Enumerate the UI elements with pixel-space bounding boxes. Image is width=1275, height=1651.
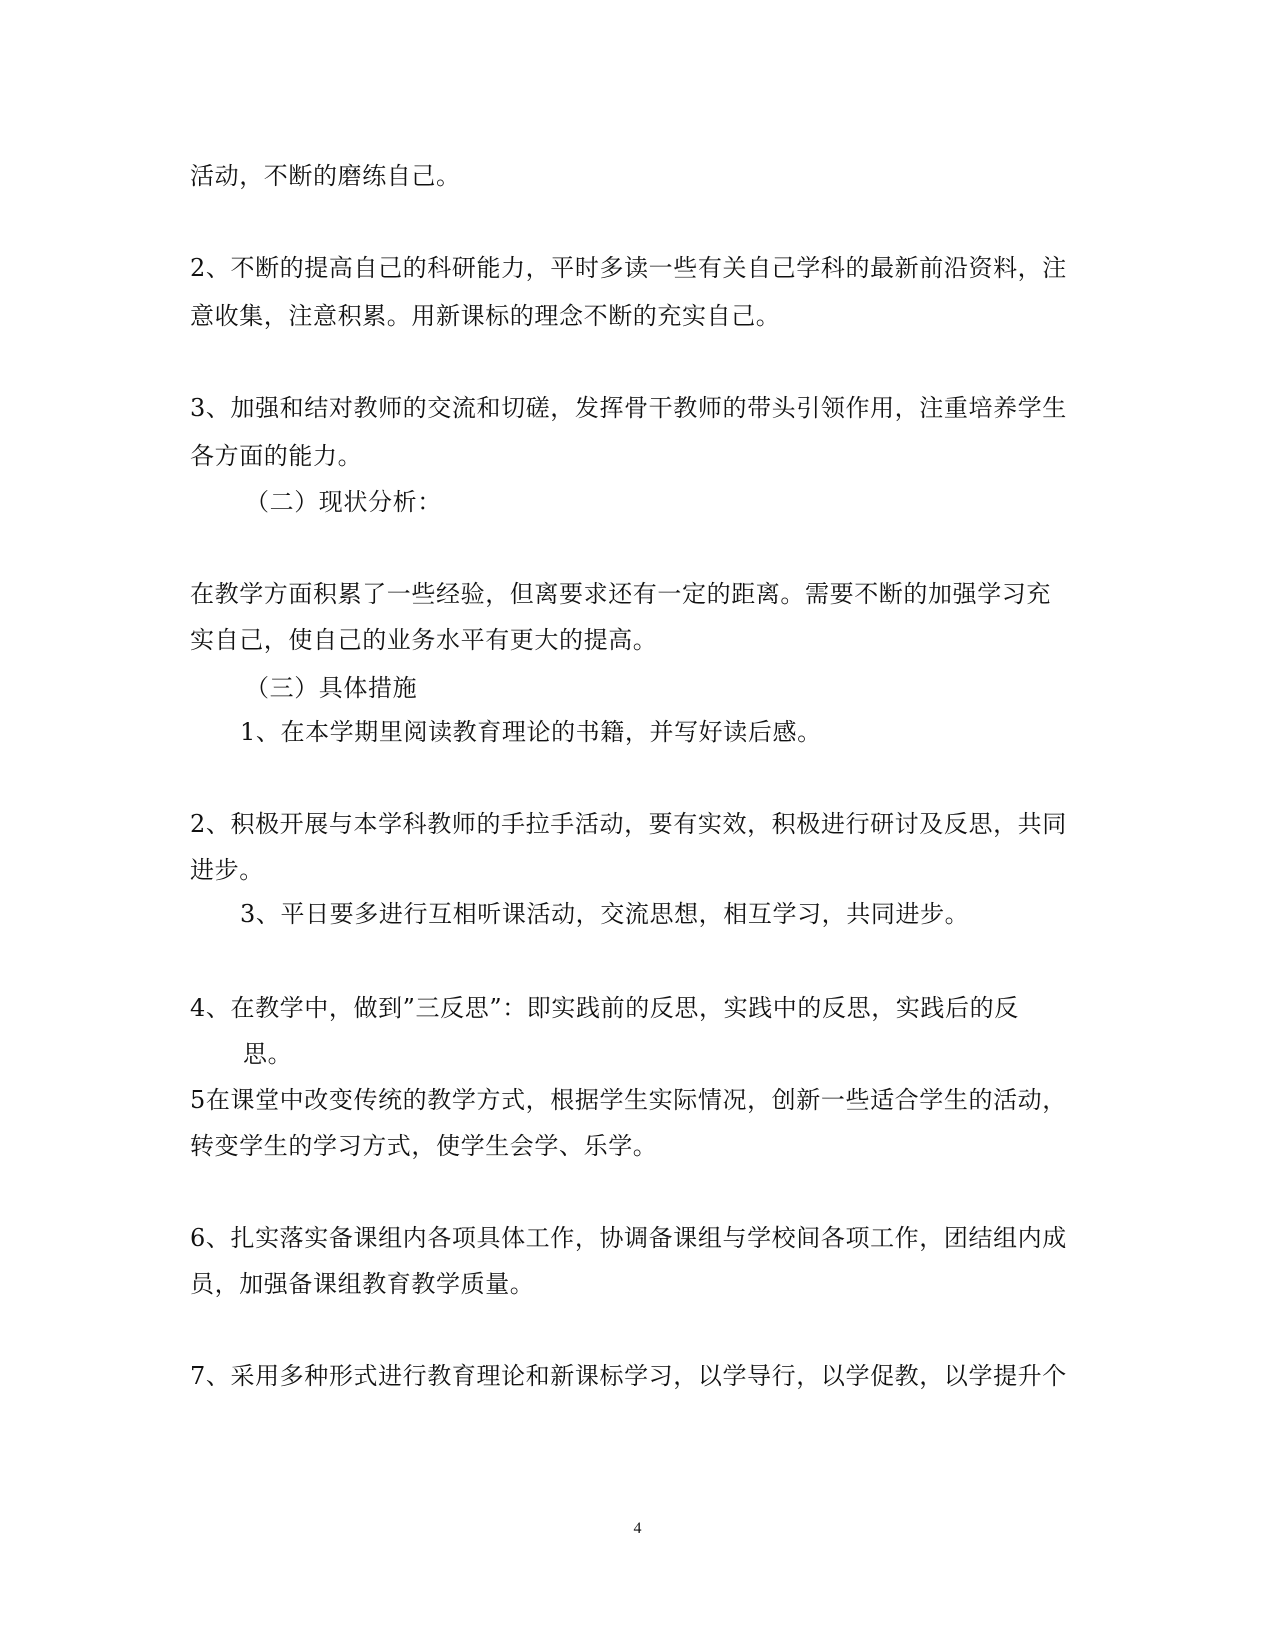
text-line: 5在课堂中改变传统的教学方式，根据学生实际情况，创新一些适合学生的活动，	[190, 1086, 1067, 1114]
text-line: 7、采用多种形式进行教育理论和新课标学习，以学导行，以学促教，以学提升个	[190, 1362, 1067, 1390]
page-number: 4	[633, 1520, 642, 1537]
text-line: 3、平日要多进行互相听课活动，交流思想，相互学习，共同进步。	[240, 900, 970, 928]
text-line: 各方面的能力。	[190, 442, 363, 470]
section-heading: （二）现状分析：	[245, 488, 442, 516]
text-line: 思。	[243, 1040, 293, 1068]
text-line: 2、不断的提高自己的科研能力，平时多读一些有关自己学科的最新前沿资料，注	[190, 254, 1067, 282]
text-line: 转变学生的学习方式，使学生会学、乐学。	[190, 1132, 658, 1160]
text-line: 1、在本学期里阅读教育理论的书籍，并写好读后感。	[240, 718, 822, 746]
text-line: 2、积极开展与本学科教师的手拉手活动，要有实效，积极进行研讨及反思，共同	[190, 810, 1067, 838]
text-line: 进步。	[190, 856, 264, 884]
text-line: 3、加强和结对教师的交流和切磋，发挥骨干教师的带头引领作用，注重培养学生	[190, 394, 1067, 422]
text-line: 4、在教学中，做到”三反思”：即实践前的反思，实践中的反思，实践后的反	[190, 994, 1019, 1022]
text-line: 在教学方面积累了一些经验，但离要求还有一定的距离。需要不断的加强学习充	[190, 580, 1051, 608]
text-line: 意收集，注意积累。用新课标的理念不断的充实自己。	[190, 302, 781, 330]
text-line: 员，加强备课组教育教学质量。	[190, 1270, 535, 1298]
section-heading: （三）具体措施	[245, 674, 418, 702]
text-line: 6、扎实落实备课组内各项具体工作，协调备课组与学校间各项工作，团结组内成	[190, 1224, 1067, 1252]
text-line: 活动，不断的磨练自己。	[190, 162, 461, 190]
text-line: 实自己，使自己的业务水平有更大的提高。	[190, 626, 658, 654]
